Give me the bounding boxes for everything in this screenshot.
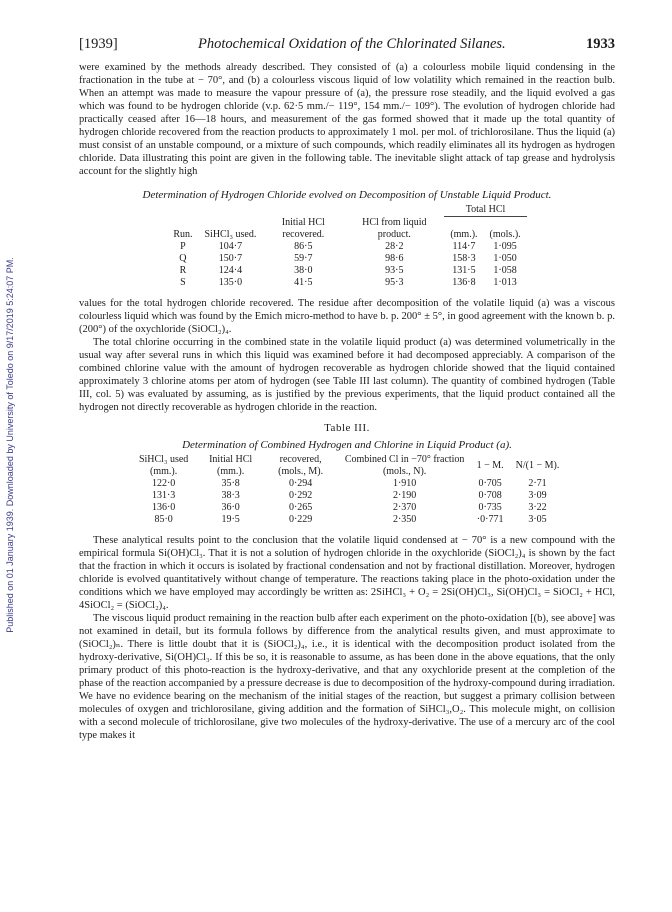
table-cell: S	[180, 276, 186, 288]
table1-col-header: HCl from liquid product.	[362, 216, 427, 240]
table1-col-header: Initial HCl recovered.	[281, 216, 325, 240]
paragraph-5: The viscous liquid product remaining in the reaction bulb after each experiment on the photo-oxidation [(b), see above] was not examined in detail, but its formula follows by difference from the analytical results given, and must approximate to (SiOCl₂)ₙ. There is little doubt that it is (SiOCl₂)₄, i.e., it is identical with the decomposition product isolated from the hydroxy-derivative, Si(OH)Cl₃. If this be so, it is reasonable to assume, as has been done in the above equations, that the only primary product of this photo-reaction is the hydroxy-derivative, and that any oxychloride present at the completion of the phase of the reaction accompanied by a pressure decrease is due to decomposition of the hydroxy-compound during irradiation. We have no evidence bearing on the mechanism of the initial stages of the reaction, but suggest a primary collision between molecules of oxygen and trichlorosilane, giving addition and the formation of SiHCl₃,O₂. This molecule might, on collision with a second molecule of trichlorosilane, give two molecules of the hydroxy-derivative. The use of a mercury arc of the cool type makes it	[79, 612, 615, 741]
table-cell: 35·8	[221, 477, 240, 489]
table-row	[167, 253, 526, 265]
table-combined-h-cl	[129, 454, 566, 526]
table-cell: 95·3	[385, 276, 404, 288]
page	[79, 36, 615, 742]
paragraph-3: The total chlorine occurring in the combined state in the volatile liquid product (a) was determined volumetrically in the usual way after several runs in which this liquid was examined before it had decomposed appreciably. A comparison of the combined chlorine value with the amount of hydrogen recoverable as hydrogen chloride showed that the liquid contained approximately 3 chlorine atoms per atom of hydrogen (see Table III last column). The quantity of combined hydrogen (Table III, col. 5) was evaluated by assuming, as is justified by the previous experiments, that the liquid product contained all the hydrogen not directly recoverable as hydrogen chloride in the reaction.	[79, 336, 615, 413]
header-year: [1939]	[79, 36, 118, 52]
table-cell: 1·050	[493, 252, 517, 264]
table-cell: 104·7	[218, 240, 243, 252]
table-cell: 0·229	[288, 513, 313, 525]
download-notice-text: Published on 01 January 1939. Downloaded by University of Toledo on 9/17/2019 5:24:07 PM.	[5, 257, 15, 633]
table-hcl-decomposition	[167, 204, 526, 289]
table-cell: Q	[179, 252, 187, 264]
table1-header-row	[167, 217, 526, 241]
table1-col-header: SiHCl₃ used.	[204, 228, 257, 240]
table-cell: 158·3	[452, 252, 476, 264]
table-row	[167, 265, 526, 277]
table-cell: 0·708	[478, 489, 502, 501]
table1-caption: Determination of Hydrogen Chloride evolved on Decomposition of Unstable Liquid Product.	[142, 189, 552, 201]
page-number: 1933	[585, 36, 615, 52]
table-cell: 2·370	[392, 501, 417, 513]
table-cell: 135·0	[218, 276, 243, 288]
table3-col-header: Initial HCl (mm.).	[209, 453, 253, 477]
table-cell: 122·0	[151, 477, 176, 489]
table-cell: 98·6	[385, 252, 404, 264]
table-cell: 93·5	[385, 264, 404, 276]
table-cell: 2·350	[392, 513, 417, 525]
table3-col-header: N/(1 − M).	[515, 459, 560, 471]
table-row	[129, 502, 566, 514]
table-cell: 59·7	[294, 252, 313, 264]
table3-header-row	[129, 454, 566, 478]
table-row	[129, 514, 566, 526]
table3-col-header: Combined Cl in −70° fraction (mols., N).	[344, 453, 465, 477]
table-row	[167, 277, 526, 289]
table-cell: ·0·771	[476, 513, 504, 525]
table-cell: 2·190	[392, 489, 417, 501]
table3-col-header: SiHCl₃ used (mm.).	[138, 453, 189, 477]
table1-group-header: Total HCl	[444, 204, 526, 217]
table-cell: 3·22	[528, 501, 547, 513]
table-cell: 36·0	[221, 501, 240, 513]
table-row	[129, 490, 566, 502]
download-notice	[2, 175, 18, 715]
table1-col-header: Run.	[173, 228, 193, 240]
table1-col-header: (mols.).	[489, 228, 521, 240]
table-cell: 0·265	[288, 501, 313, 513]
table-cell: 131·3	[151, 489, 176, 501]
table-cell: 136·8	[452, 276, 476, 288]
table1-col-header: (mm.).	[450, 228, 478, 240]
table-cell: 0·294	[288, 477, 313, 489]
table-cell: 2·71	[528, 477, 547, 489]
table-cell: P	[180, 240, 186, 252]
table3-col-header: 1 − M.	[476, 459, 504, 471]
table-cell: 19·5	[221, 513, 240, 525]
table-cell: 0·735	[478, 501, 502, 513]
table-cell: 1·910	[392, 477, 417, 489]
table-cell: 41·5	[294, 276, 313, 288]
table-cell: 124·4	[218, 264, 243, 276]
table-cell: 1·095	[493, 240, 517, 252]
table-cell: 3·05	[528, 513, 547, 525]
table-cell: 86·5	[294, 240, 313, 252]
table-cell: 0·705	[478, 477, 502, 489]
table3-caption: Determination of Combined Hydrogen and Chlorine in Liquid Product (a).	[182, 438, 512, 451]
paragraph-4: These analytical results point to the conclusion that the volatile liquid condensed at − 70° is a new compound with the empirical formula Si(OH)Cl₃. That it is not a solution of hydrogen chloride in the oxychloride (SiOCl₂)₄ is shown by the fact that the fraction in which it occurs is isolated by fractional condensation and not by fractional distillation. Moreover, hydrogen chloride is evolved quantitatively without change of temperature. The reactions taking place in the photo-oxidation under the conditions which we have employed may accordingly be written as: 2SiHCl₃ + O₂ = 2Si(OH)Cl₃, Si(OH)Cl₃ = SiOCl₂ + HCl, 4SiOCl₂ = (SiOCl₂)₄.	[79, 534, 615, 611]
table-cell: 0·292	[288, 489, 313, 501]
table-cell: R	[179, 264, 187, 276]
table-cell: 131·5	[452, 264, 476, 276]
paragraph-1: were examined by the methods already described. They consisted of (a) a colourless mobile liquid condensing in the fractionation in the tube at − 70°, and (b) a colourless viscous liquid of low volatility which remained in the reaction bulb. When an attempt was made to measure the vapour pressure of (a), the pressure rose steadily, and the liquid evolved a gas which was found to be hydrogen chloride (v.p. 62·5 mm./− 119°, 154 mm./− 109°). The evolution of hydrogen chloride had practically ceased after 16—18 hours, and measurement of the gas formed showed that it made up the total quantity of hydrogen chloride recovered from the reaction products to approximately 1 mol. per mol. of trichlorosilane. Thus the liquid (a) must consist of an unstable compound, or a mixture of such compounds, which readily eliminates all its hydrogen as hydrogen chloride. Data illustrating this point are given in the following table. The inevitable slight attack of tap grease and hydrolysis account for the slightly high	[79, 62, 615, 177]
table3-heading: Table III.	[324, 421, 370, 434]
table-cell: 114·7	[452, 240, 476, 252]
table-cell: 1·013	[493, 276, 517, 288]
table3-col-header: recovered, (mols., M).	[278, 453, 324, 477]
table-cell: 1·058	[493, 264, 517, 276]
table-cell: 38·0	[294, 264, 313, 276]
table-cell: 3·09	[528, 489, 547, 501]
paragraph-2: values for the total hydrogen chloride recovered. The residue after decomposition of the volatile liquid (a) was a viscous colourless liquid which was found by the Emich micro-method to have b. p. 200° ± 5°, in good agreement with the known b. p. (200°) of the oxychloride (SiOCl₂)₄.	[79, 297, 615, 335]
table-cell: 136·0	[151, 501, 176, 513]
running-header	[79, 36, 615, 53]
table-cell: 28·2	[385, 240, 404, 252]
table-cell: 150·7	[218, 252, 243, 264]
table-row	[129, 478, 566, 490]
table-cell: 85·0	[154, 513, 173, 525]
table1-group-header-row	[167, 204, 526, 217]
header-title: Photochemical Oxidation of the Chlorinated Silanes.	[197, 36, 506, 52]
table-row	[167, 241, 526, 253]
table-cell: 38·3	[221, 489, 240, 501]
